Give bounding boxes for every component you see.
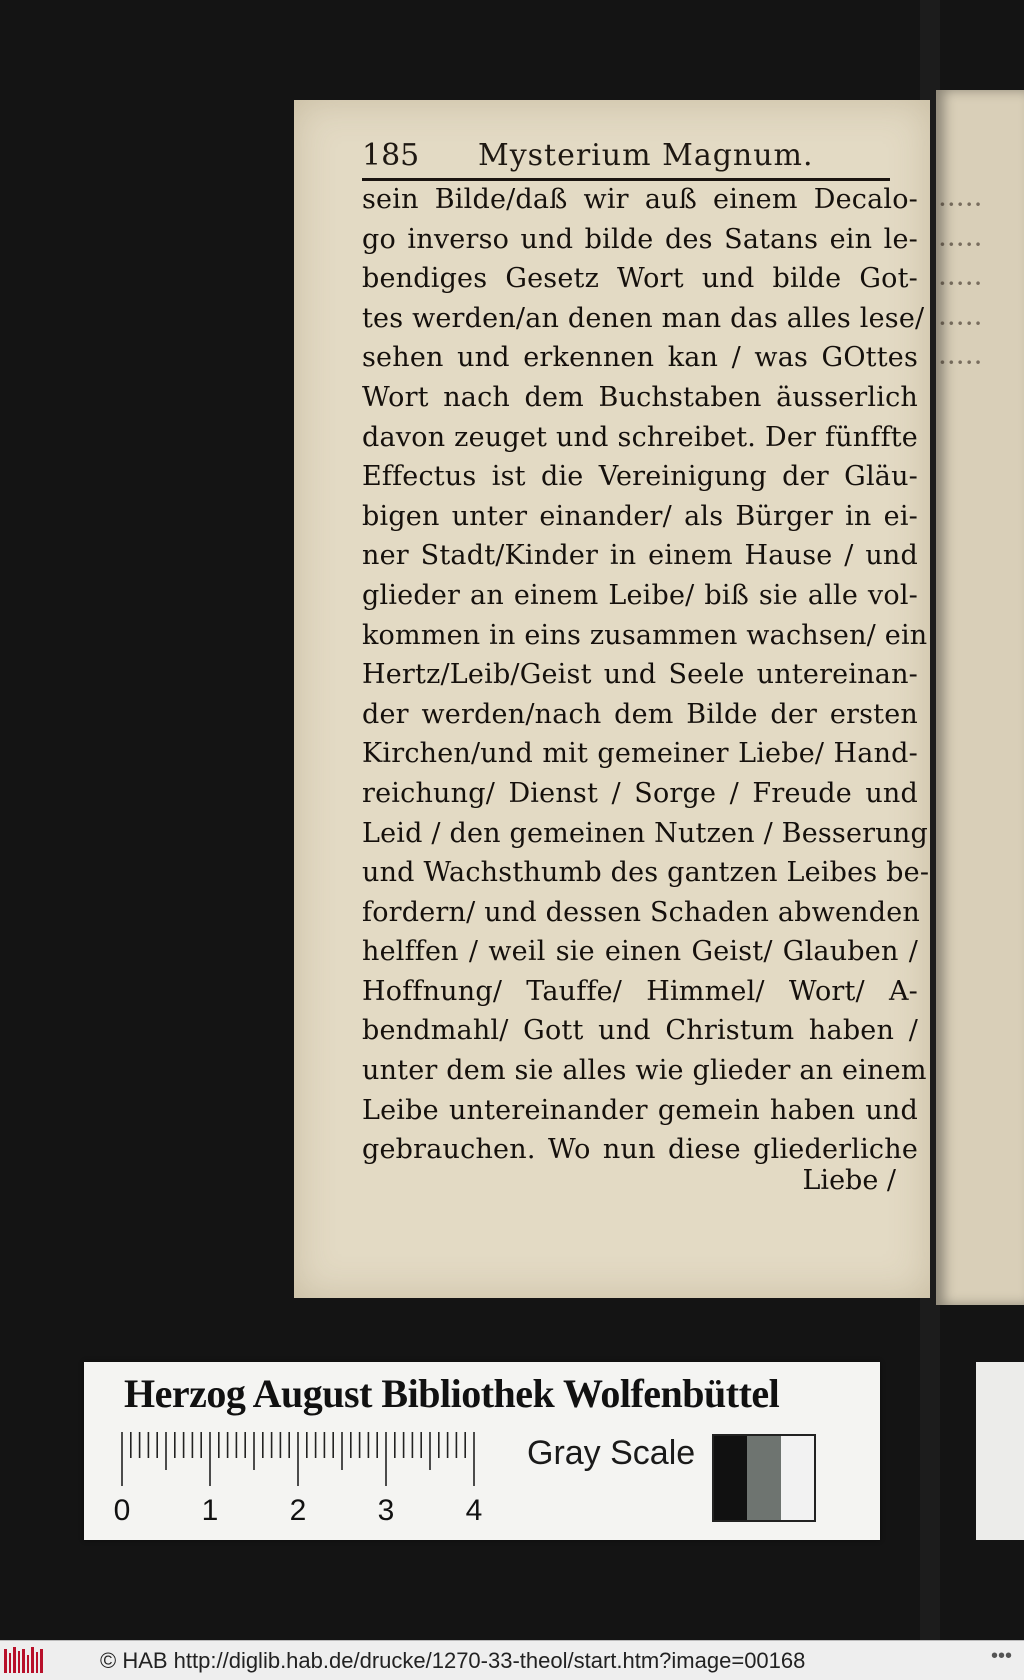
catchword: Liebe / xyxy=(802,1165,896,1196)
text-line: bendiges Gesetz Wort und bilde Got- xyxy=(362,263,918,295)
text-line: unter dem sie alles wie glieder an einem xyxy=(362,1055,927,1087)
text-line: Wort nach dem Buchstaben äusserlich xyxy=(362,381,918,413)
running-head: Mysterium Magnum. xyxy=(478,138,814,173)
text-line: tes werden/an denen man das alles lese/ xyxy=(362,302,925,334)
text-line: go inverso und bilde des Satans ein le- xyxy=(362,223,918,255)
text-line: fordern/ und dessen Schaden abwenden xyxy=(362,896,921,928)
book-page xyxy=(294,100,930,1298)
ruler-label: 2 xyxy=(289,1494,307,1527)
text-line: Hertz/Leib/Geist und Seele untereinan- xyxy=(362,659,918,691)
ruler-label: 4 xyxy=(465,1494,483,1527)
ruler-label: 1 xyxy=(201,1494,219,1527)
ruler-label: 3 xyxy=(377,1494,395,1527)
gray-scale-label: Gray Scale xyxy=(527,1434,696,1472)
text-line: reichung/ Dienst / Sorge / Freude und xyxy=(362,777,918,809)
text-line: ner Stadt/Kinder in einem Hause / und xyxy=(362,540,918,572)
viewer-footer xyxy=(0,1640,1024,1680)
text-line: gebrauchen. Wo nun diese gliederliche xyxy=(362,1134,918,1166)
hab-logo-icon xyxy=(4,1647,48,1675)
gray-swatch xyxy=(714,1436,747,1520)
page-text xyxy=(362,180,930,1170)
text-line: davon zeuget und schreibet. Der fünffte xyxy=(362,421,918,453)
text-line: kommen in eins zusammen wachsen/ ein xyxy=(362,619,928,651)
text-line: und Wachsthumb des gantzen Leibes be- xyxy=(362,857,930,889)
library-title: Herzog August Bibliothek Wolfenbüttel xyxy=(124,1371,780,1416)
text-line: sein Bilde/daß wir auß einem Decalo- xyxy=(362,184,918,215)
source-url[interactable]: © HAB http://diglib.hab.de/drucke/1270-33-theol/start.htm?image=00168 xyxy=(100,1648,806,1673)
color-reference-card xyxy=(84,1362,880,1540)
text-line: Leibe untereinander gemein haben und xyxy=(362,1094,918,1126)
more-menu-icon[interactable]: ••• xyxy=(990,1645,1012,1667)
text-line: Kirchen/und mit gemeiner Liebe/ Hand- xyxy=(362,738,918,770)
facing-page-bleed: ····· ····· ····· ····· ····· xyxy=(938,188,983,379)
text-line: helffen / weil sie einen Geist/ Glauben / xyxy=(362,936,918,968)
gray-swatch xyxy=(747,1436,780,1520)
text-line: sehen und erkennen kan / was GOttes xyxy=(362,342,918,374)
text-line: Leid / den gemeinen Nutzen / Besserung xyxy=(362,817,928,849)
page-number: 185 xyxy=(362,138,420,173)
gray-scale-swatches xyxy=(712,1434,816,1522)
text-line: der werden/nach dem Bilde der ersten xyxy=(362,698,918,730)
text-line: bendmahl/ Gott und Christum haben / xyxy=(362,1015,918,1047)
text-line: bigen unter einander/ als Bürger in ei- xyxy=(362,500,918,532)
text-line: glieder an einem Leibe/ biß sie alle vol- xyxy=(362,579,918,611)
gray-swatch xyxy=(781,1436,814,1520)
facing-page-edge xyxy=(936,90,1024,1305)
text-line: Hoffnung/ Tauffe/ Himmel/ Wort/ A- xyxy=(362,975,918,1007)
adjacent-color-card-edge xyxy=(976,1362,1024,1540)
measurement-ruler xyxy=(114,1428,494,1528)
text-line: Effectus ist die Vereinigung der Gläu- xyxy=(362,461,918,493)
ruler-label: 0 xyxy=(114,1494,131,1527)
page-header xyxy=(362,136,890,181)
